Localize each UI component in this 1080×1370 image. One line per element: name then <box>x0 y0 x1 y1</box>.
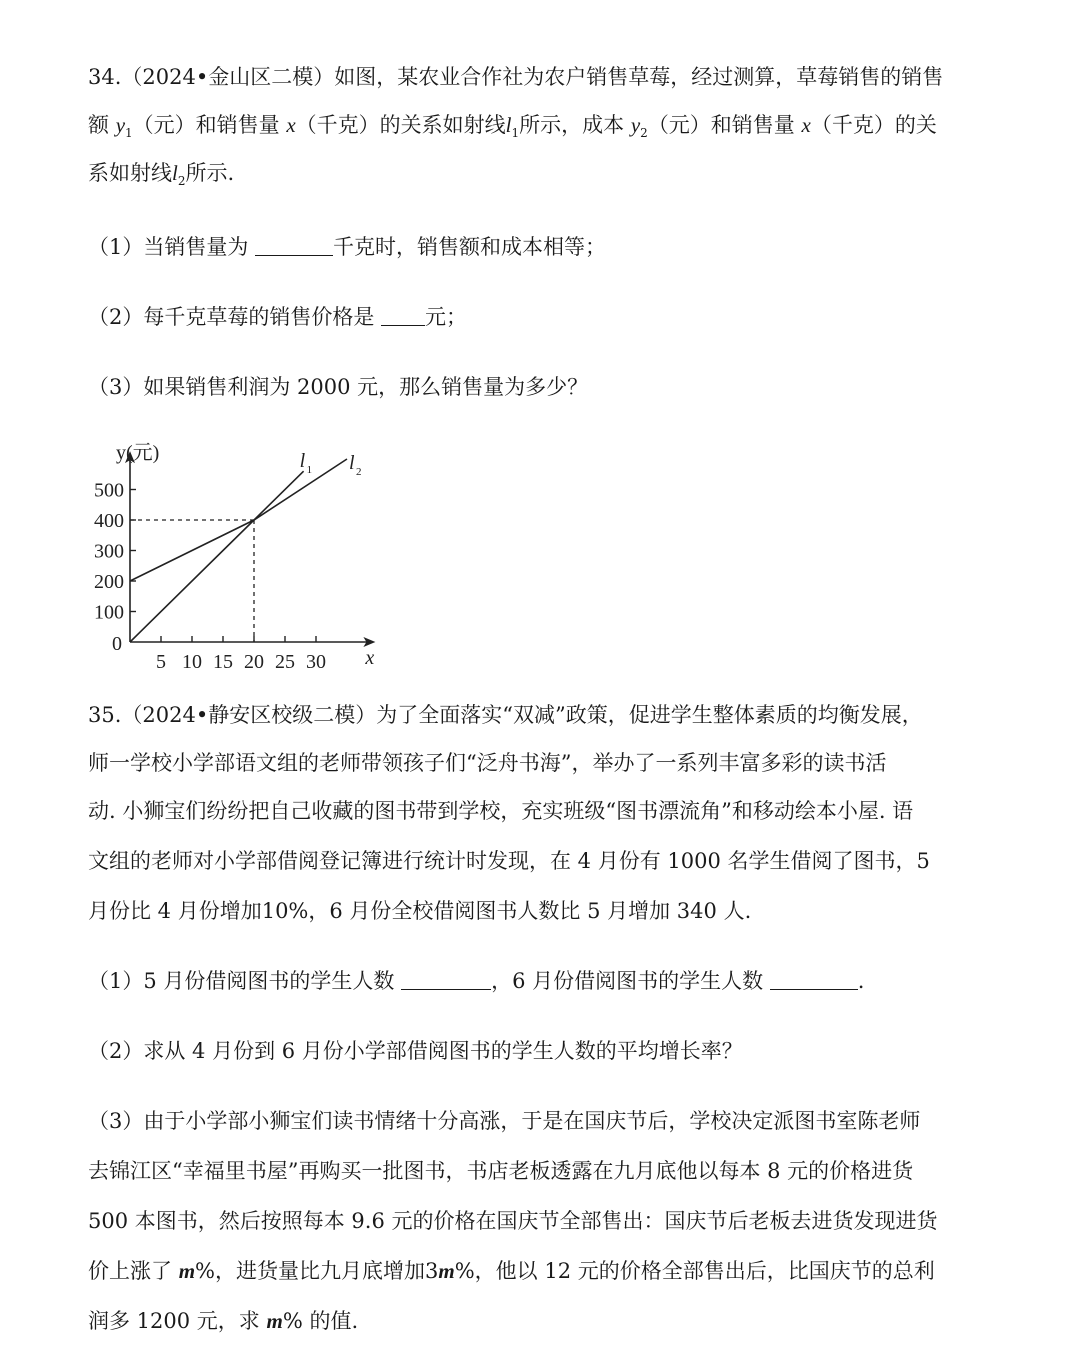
answer-blank <box>381 305 425 326</box>
q35-line-1: 35.（2024•静安区校级二模）为了全面落实“双减”政策，促进学生整体素质的均衡发展， <box>88 703 923 727</box>
q35-line-2: 师一学校小学部语文组的老师带领孩子们“泛舟书海”，举办了一系列丰富多彩的读书活 <box>88 751 887 775</box>
series-label-l2: l <box>349 452 355 474</box>
x-tick-label: 5 <box>156 651 166 672</box>
q34-part-3: （3）如果销售利润为 2000 元，那么销售量为多少？ <box>88 375 589 399</box>
series-label-l1-sub: 1 <box>306 464 313 477</box>
q35-part-3-line-3: 500 本图书，然后按照每本 9.6 元的价格在国庆节全部售出：国庆节后老板去进货发现进货 <box>88 1209 938 1233</box>
y-tick-label: 400 <box>94 510 124 532</box>
q35-line-3: 动. 小狮宝们纷纷把自己收藏的图书带到学校，充实班级“图书漂流角”和移动绘本小屋. 语 <box>88 799 914 823</box>
x-axis-label: x <box>365 647 375 669</box>
answer-blank <box>770 969 858 990</box>
x-tick-label: 25 <box>275 651 295 672</box>
q34-part-2: （2）每千克草莓的销售价格是 元； <box>88 305 468 329</box>
answer-blank <box>401 969 491 990</box>
series-label-l2-sub: 2 <box>356 466 362 478</box>
x-tick-label: 30 <box>306 651 326 672</box>
series-label-l1: l <box>299 450 306 473</box>
q34-line-3: 系如射线$l_2$所示. <box>88 161 235 188</box>
q34-part-1: （1）当销售量为 千克时，销售额和成本相等； <box>88 235 607 259</box>
line-graph <box>80 432 400 672</box>
x-tick-label: 15 <box>213 651 233 672</box>
q35-line-4: 文组的老师对小学部借阅登记簿进行统计时发现，在 4 月份有 1000 名学生借阅了图书，5 <box>88 849 930 873</box>
x-tick-label: 10 <box>182 651 202 672</box>
q35-part-3-line-4: 价上涨了 m%，进货量比九月底增加3m%，他以 12 元的价格全部售出后，比国庆节的总利 <box>88 1259 935 1283</box>
q35-part-2: （2）求从 4 月份到 6 月份小学部借阅图书的学生人数的平均增长率？ <box>88 1039 743 1063</box>
y-tick-label: 200 <box>94 571 124 593</box>
series-line-l1 <box>130 471 304 642</box>
q35-part-1: （1）5 月份借阅图书的学生人数 ，6 月份借阅图书的学生人数 . <box>88 969 865 993</box>
q35-part-3-line-5: 润多 1200 元，求 m% 的值. <box>88 1309 359 1333</box>
y-axis-label: y(元) <box>116 442 160 465</box>
q35-part-3-line-1: （3）由于小学部小狮宝们读书情绪十分高涨，于是在国庆节后，学校决定派图书室陈老师 <box>88 1109 921 1133</box>
q34-line-1: 34.（2024•金山区二模）如图，某农业合作社为农户销售草莓，经过测算，草莓销售的销售 <box>88 65 944 89</box>
q35-part-3-line-2: 去锦江区“幸福里书屋”再购买一批图书，书店老板透露在九月底他以每本 8 元的价格进货 <box>88 1159 914 1183</box>
q35-line-5: 月份比 4 月份增加10%，6 月份全校借阅图书人数比 5 月增加 340 人. <box>88 899 752 923</box>
y-tick-label: 300 <box>94 540 124 563</box>
y-tick-label: 100 <box>94 601 124 624</box>
x-tick-label: 20 <box>244 651 264 672</box>
origin-label: 0 <box>112 633 122 655</box>
q34-line-2: 额 $y_1$（元）和销售量 x（千克）的关系如射线$l_1$所示，成本 $y_2$（元）和销售量 x（千克）的关 <box>88 113 937 140</box>
answer-blank <box>255 235 333 256</box>
chart-layer <box>94 442 375 672</box>
y-tick-label: 500 <box>94 479 124 502</box>
